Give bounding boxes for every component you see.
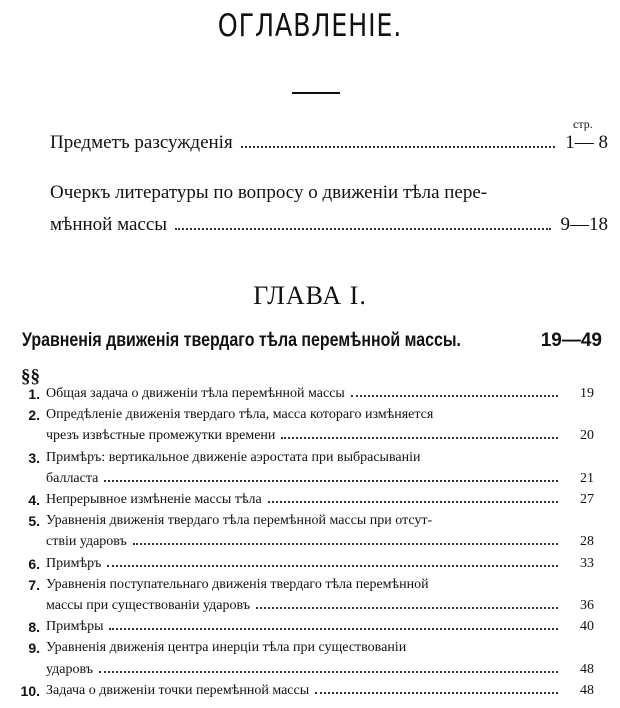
section-page: 48 (580, 661, 594, 677)
section-number: 6. (28, 555, 40, 572)
intro-entry-subject (50, 132, 608, 154)
section-number: 4. (28, 492, 40, 508)
section-page: 48 (580, 682, 594, 698)
dot-leader (107, 565, 558, 567)
section-title-line1: Опредѣленіе движенія твердаго тѣла, масса котораго измѣняется (46, 407, 434, 423)
dot-leader (109, 628, 558, 630)
section-title: ударовъ (46, 661, 93, 677)
section-title: массы при существованіи ударовъ (46, 598, 250, 613)
section-entry (46, 534, 594, 550)
dot-leader (241, 146, 556, 148)
section-title: чрезъ извѣстные промежутки времени (46, 428, 276, 444)
section-title: балласта (46, 470, 99, 486)
dot-leader (104, 480, 558, 482)
section-entry (46, 683, 594, 699)
dot-leader (268, 501, 558, 503)
page-column-label: стр. (573, 117, 593, 131)
section-number: 8. (28, 619, 40, 636)
section-entry (46, 428, 594, 444)
section-entry (46, 598, 594, 614)
section-title-line1: Примѣръ: вертикальное движеніе аэростата при выбрасываніи (46, 449, 421, 465)
chapter-subtitle: Уравненія движенія твердаго тѣла перемѣнной массы. (22, 330, 461, 351)
section-title: Примѣры (46, 619, 104, 635)
dot-leader (351, 395, 558, 397)
intro-entry-literature-line1: Очеркъ литературы по вопросу о движеніи тѣла пере- (50, 182, 488, 203)
dot-leader (133, 543, 558, 545)
dot-leader (315, 692, 558, 694)
chapter-heading: ГЛАВА I. (253, 281, 367, 310)
chapter-subtitle-row (22, 330, 612, 352)
section-number: 7. (28, 576, 40, 593)
intro-entry-text: мѣнной массы (50, 214, 168, 235)
section-entry (46, 386, 594, 402)
section-number: 1. (28, 386, 40, 402)
section-title-line1: Уравненія движенія твердаго тѣла перемѣнной массы при отсут- (46, 513, 433, 529)
section-page: 36 (580, 598, 594, 613)
section-entry (46, 471, 594, 487)
section-title-line1: Уравненія движенія центра инерціи тѣла при существованіи (46, 640, 407, 656)
intro-entry-literature (50, 214, 608, 236)
section-number: 10. (20, 682, 40, 699)
section-number: 2. (28, 407, 40, 424)
section-title: Задача о движеніи точки перемѣнной массы (46, 682, 310, 698)
section-entry (46, 492, 594, 508)
section-title: Примѣръ (46, 555, 102, 571)
section-page: 27 (580, 492, 594, 507)
section-number: 5. (28, 513, 40, 530)
intro-entry-text: Предметъ разсужденія (50, 132, 233, 153)
dot-leader (175, 228, 550, 230)
sections-mark: §§ (21, 366, 40, 387)
section-page: 20 (580, 428, 594, 444)
section-entry (46, 619, 594, 635)
section-title: Общая задача о движеніи тѣла перемѣнной массы (46, 386, 345, 401)
section-number: 9. (28, 640, 40, 657)
section-title: Непрерывное измѣненіе массы тѣла (46, 492, 262, 507)
section-page: 28 (580, 534, 594, 550)
title-rule (292, 92, 340, 94)
section-number: 3. (28, 449, 40, 466)
intro-entry-pages: 1— 8 (565, 132, 608, 153)
page-title: ОГЛАВЛЕНІЕ. (217, 8, 403, 44)
section-page: 21 (580, 470, 594, 486)
chapter-pages: 19—49 (540, 330, 602, 351)
section-page: 33 (580, 555, 594, 571)
dot-leader (281, 437, 558, 439)
dot-leader (256, 607, 558, 609)
section-entry (46, 662, 594, 678)
section-title: ствіи ударовъ (46, 534, 127, 550)
dot-leader (99, 671, 558, 673)
section-title-line1: Уравненія поступательнаго движенія твердаго тѣла перемѣнной (46, 576, 429, 592)
section-page: 40 (580, 619, 594, 635)
section-entry (46, 556, 594, 572)
section-page: 19 (580, 386, 594, 401)
intro-entry-pages: 9—18 (560, 214, 608, 235)
